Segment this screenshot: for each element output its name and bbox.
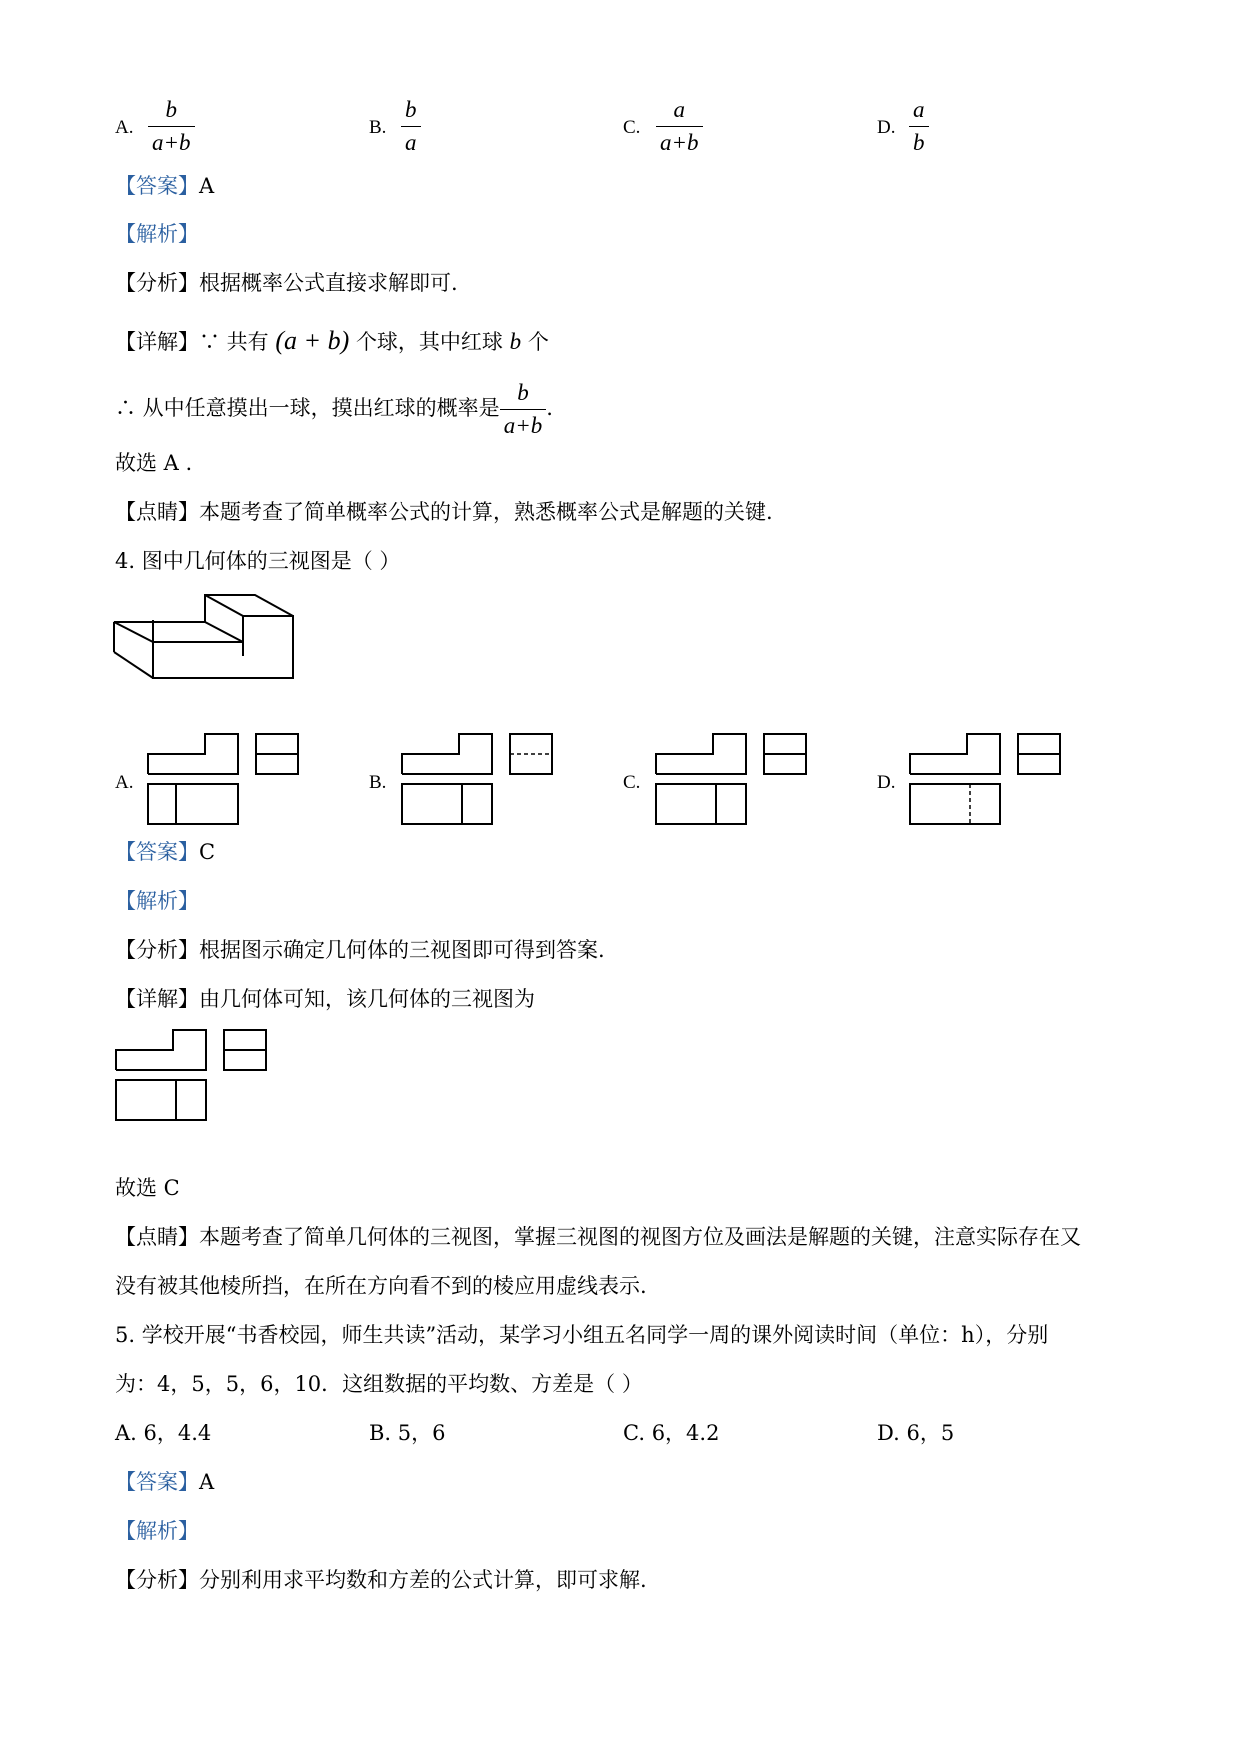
answer-value: A [199,1470,215,1494]
q3-answer [115,171,214,201]
detail-pre: ∵ 共有 [199,330,269,354]
fraction-numerator: b [148,96,195,127]
q5-option-c [623,1418,719,1448]
q3-choose: 故选 A . [115,451,193,475]
answer-value: A [199,174,215,198]
q4-option-label-b: B. [369,772,387,793]
answer-tag: 【答案】 [115,1470,199,1494]
fenxi-text: 根据概率公式直接求解即可. [199,271,458,295]
q5-option-d [877,1418,954,1448]
q4-solution-views [116,1028,271,1123]
fraction-numerator: b [401,96,421,127]
option-label: C. [623,117,641,138]
q5-question-line1: 5. 学校开展“书香校园，师生共读”活动，某学习小组五名同学一周的课外阅读时间（单位：h），分别 [115,1323,1049,1347]
option-label: C. [623,1421,645,1445]
fraction-numerator: a [909,96,929,127]
detail-tag: 【详解】 [115,330,199,354]
q3-analysis-tag: 【解析】 [115,222,199,246]
option-label: D. [877,117,896,138]
fraction-numerator: b [500,379,547,410]
option-text: 6，4.2 [651,1421,720,1445]
q4-review-line2: 没有被其他棱所挡，在所在方向看不到的棱应用虚线表示. [115,1274,647,1298]
answer-value: C [199,840,216,864]
fraction-denominator: b [913,130,925,155]
option-text: 6，5 [906,1421,955,1445]
q4-option-a-views [148,732,303,827]
detail-var-b: b [509,329,522,354]
q4-review-line1 [115,1222,1081,1252]
option-label: B. [369,1421,392,1445]
q4-option-label-c: C. [623,772,641,793]
answer-tag: 【答案】 [115,174,199,198]
fraction-denominator: a [405,130,417,155]
q4-answer [115,837,215,867]
fraction-denominator: a+b [503,413,543,438]
q4-solid-figure [110,590,300,680]
fenxi-text: 根据图示确定几何体的三视图即可得到答案. [199,938,605,962]
probability-fraction [500,379,547,440]
detail-tag: 【详解】 [115,987,199,1011]
q5-question-line2: 为：4，5，5，6，10．这组数据的平均数、方差是（ ） [115,1372,643,1396]
option-label: B. [369,117,387,138]
fenxi-tag: 【分析】 [115,1568,199,1592]
q4-option-b-views [402,732,557,827]
period: . [546,396,553,420]
fenxi-tag: 【分析】 [115,271,199,295]
q4-fenxi [115,935,605,965]
q3-fenxi [115,268,458,298]
fraction-denominator: a+b [660,130,699,155]
q4-detail [115,984,535,1014]
answer-tag: 【答案】 [115,840,199,864]
option-label: D. [877,1421,900,1445]
q4-option-d-views [910,732,1065,827]
q5-fenxi [115,1565,647,1595]
q3-therefore [115,378,553,440]
q3-review [115,497,773,527]
option-label: A. [115,1421,137,1445]
review-text: 本题考查了简单几何体的三视图，掌握三视图的视图方位及画法是解题的关键，注意实际存在又 [199,1225,1081,1249]
q4-option-label-d: D. [877,772,896,793]
option-label: A. [115,117,134,138]
detail-math: (a + b) [275,326,350,355]
q5-option-a [115,1418,211,1448]
fenxi-tag: 【分析】 [115,938,199,962]
q4-question: 4. 图中几何体的三视图是（ ） [115,549,401,573]
fraction-denominator: a+b [152,130,191,155]
fraction [401,96,421,157]
q5-option-b [369,1418,446,1448]
q3-detail [115,326,549,357]
therefore-text: ∴ 从中任意摸出一球，摸出红球的概率是 [115,396,500,420]
fraction [656,96,703,157]
q5-analysis-tag: 【解析】 [115,1519,199,1543]
review-text: 本题考查了简单概率公式的计算，熟悉概率公式是解题的关键. [199,500,773,524]
q4-choose: 故选 C [115,1176,180,1200]
fraction [148,96,195,157]
detail-text: 由几何体可知，该几何体的三视图为 [199,987,535,1011]
solid-front-face [153,620,293,678]
solid-left-top [114,622,243,642]
option-text: 6，4.4 [143,1421,212,1445]
fraction-numerator: a [656,96,703,127]
q4-option-label-a: A. [115,772,134,793]
detail-mid: 个球，其中红球 [355,330,503,354]
review-tag: 【点睛】 [115,1225,199,1249]
detail-post: 个 [527,330,549,354]
q5-answer [115,1467,214,1497]
fraction [909,96,929,157]
review-tag: 【点睛】 [115,500,199,524]
q4-analysis-tag: 【解析】 [115,889,199,913]
option-text: 5，6 [397,1421,446,1445]
fenxi-text: 分别利用求平均数和方差的公式计算，即可求解. [199,1568,647,1592]
q4-option-c-views [656,732,811,827]
